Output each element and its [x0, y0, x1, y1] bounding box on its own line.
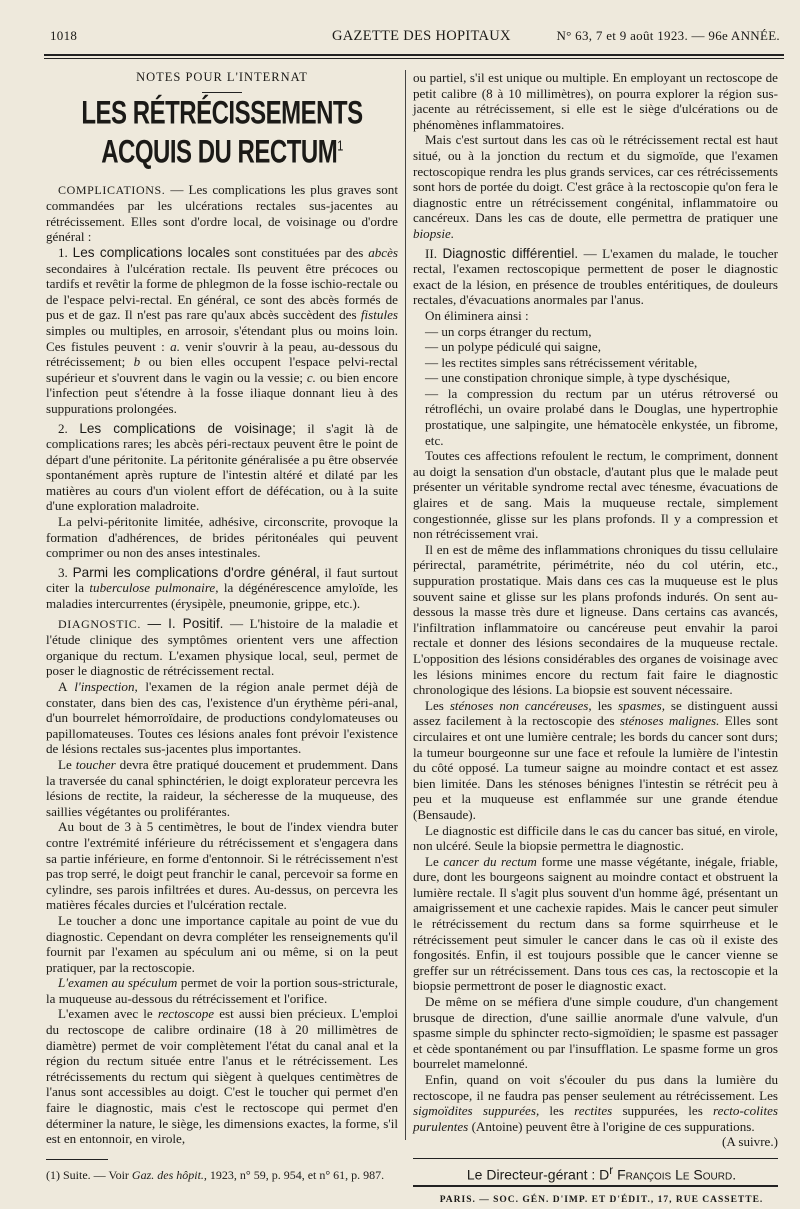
- sigmoide-paragraph: Mais c'est surtout dans les cas où le rétrécissement rectal est haut situé, ou à la jonction du rectum et du sigmoïde, que l'examen rectoscopique rendra les plus grands services, car ces rétrécissements sont hors de portée du doigt. C'est grâce à la rectoscopie qu'on fera le diagnostic entre un rétrécissement congénital, inflammatoire ou cancéreux. Dans les cas de doute, elle permettra de pratiquer une biopsie.: [413, 132, 778, 241]
- list-item: — la compression du rectum par un utérus rétroversé ou rétrofléchi, un ovaire prolabé dans le Douglas, une hypertrophie prostatique, une salpingite, une hématocèle enkystée, un fibrome, etc.: [425, 385, 778, 448]
- list-item: — un polype pédiculé qui saigne,: [425, 339, 601, 355]
- column-divider: [405, 70, 406, 1140]
- director-line: Le Directeur-gérant : $D^r$ François Le Sourd.: [466, 1163, 737, 1183]
- article-title: LES RÉTRÉCISSEMENTS ACQUIS DU RECTUM$^1$: [81, 94, 363, 171]
- elimination-list: [413, 324, 778, 449]
- list-item: — les rectites simples sans rétrécissement véritable,: [425, 354, 698, 370]
- section-rule: [202, 92, 242, 93]
- capitale-paragraph: Le toucher a donc une importance capitale au point de vue du diagnostic. Cependant on devra compléter les renseignements qu'il fournit par l'examen au spéculum ani ou même, si on la peut pratiquer, par la rectoscopie.: [46, 912, 398, 975]
- right-column: [413, 70, 778, 1209]
- cancer-rectum-paragraph: Le cancer du rectum forme une masse végétante, inégale, friable, dure, dont les bourgeons saignent au moindre contact et obstruent la lumière rectale. Il s'agit plus souvent d'un homme âgé, présentant un amaigrissement et une cachexie rapides. Mais le cancer peut simuler le rétrécissement du rectum dans sa forme squirrheuse et le rétrécissement peut simuler le cancer dans le cas où il existe des fongosités. Enfin, il est toujours possible que le cancer vienne se greffer sur un rétrécissement. Dans tous ces cas, la rectoscopie et la biopsie permettront de poser le diagnostic exact.: [413, 853, 778, 994]
- list-item: — une constipation chronique simple, à type dyschésique,: [425, 370, 731, 386]
- mefie-paragraph: De même on se méfiera d'une simple coudure, d'un changement brusque de direction, d'une saillie anormale d'une valvule, d'un spasme simple du sphincter recto-sigmoïdien; le spasme est passager et cède spontanément ou par l'insufflation. Le spasme forme un gros bourrelet mamelonné.: [413, 994, 778, 1072]
- list-item: — un corps étranger du rectum,: [425, 323, 592, 339]
- header-rule-thin: [44, 58, 784, 59]
- director-rule: [413, 1158, 778, 1159]
- pelvi-peritonite: La pelvi-péritonite limitée, adhésive, circonscrite, provoque la formation d'adhérences, de brides péritonéales qui peuvent comprimer ou non des anses intestinales.: [46, 514, 398, 561]
- printer-line: PARIS. — SOC. GÉN. D'IMP. ET D'ÉDIT., 17, RUE CASSETTE.: [439, 1195, 764, 1206]
- speculum-paragraph: L'examen au spéculum permet de voir la portion sous-stricturale, la muqueuse au-dessous du rétrécissement et l'orifice.: [46, 975, 398, 1006]
- footnote-rule: [46, 1159, 108, 1160]
- rectoscope-paragraph: L'examen avec le rectoscope est aussi bien précieux. L'emploi du rectoscope de calibre ordinaire (18 à 20 millimètres de diamètre) permet de voir complètement l'état du canal anal et la région du rectum située entre l'anus et le rétrécissement. Les rétrécissements du rectum qui siègent à quelques centimètres de l'anus sont accessibles au doigt. C'est le toucher qui permet d'en faire le diagnostic, mais c'est le rectoscope qui permet d'en déterminer la nature, le siège, les dimensions exactes, la forme, s'il est en entonnoir, en virole,: [46, 1006, 398, 1147]
- complications-voisinage: 2. Les complications de voisinage; il s'agit là de complications rares; les abcès péri-rectaux peuvent être le point de départ d'une péritonite. La péritonite généralisée a pu être observée spontanément après rupture de l'intestin altéré et dilaté par les matières au cours d'un violent effort de défécation, ou à la suite d'une exploration maladroite.: [46, 420, 398, 514]
- toucher-paragraph: Le toucher devra être pratiqué doucement et prudemment. Dans la traversée du canal sphinctérien, le doigt explorateur percevra les lésions de rectite, la raideur, la sécheresse de la muqueuse, des saillies végétantes ou proliférantes.: [46, 756, 398, 819]
- section-label: NOTES POUR L'INTERNAT: [136, 70, 308, 84]
- enfin-paragraph: Enfin, quand on voit s'écouler du pus dans la lumière du rectoscope, il ne faudra pas penser seulement au rétrécissement. Les sigmoïdites suppurées, les rectites suppurées, les recto-colites purulentes (Antoine) peuvent être à l'origine de ces suppurations.: [413, 1072, 778, 1134]
- cancer-bas-paragraph: Le diagnostic est difficile dans le cas du cancer bas situé, en virole, non ulcéré. Seule la biopsie permettra le diagnostic.: [413, 822, 778, 854]
- issue-info: N° 63, 7 et 9 août 1923. — 96e ANNÉE.: [556, 28, 780, 43]
- elimination-intro: On éliminera ainsi :: [425, 307, 529, 323]
- header-rule: [44, 54, 784, 56]
- left-column: [46, 70, 398, 1182]
- bout-paragraph: Au bout de 3 à 5 centimètres, le bout de l'index viendra buter contre l'extrémité inférieure du rétrécissement et s'engagera dans sa partie inférieure, en forme d'entonnoir. Si le rétrécissement n'est pas trop serré, le doigt peut franchir le canal, percevoir sa forme en cylindre, ses parois infiltrées et dures. Au-dessus, on percevra les matières fécales durcies et l'ulcération rectale.: [46, 819, 398, 913]
- inflammations-paragraph: Il en est de même des inflammations chroniques du tissu cellulaire périrectal, paramétrite, périmétrite, néo du col utérin, etc., suppuration prostatique. Mais dans ces cas la muqueuse est le plus souvent saine et glisse sur les plans profonds indurés. On sent au-dessous la masse très dure et ligneuse. Dans certains cas avancés, l'infiltration inflammatoire ou cancéreuse peut envahir la paroi rectale et donner des lésions secondaires de la muqueuse rectale. L'opposition des lésions considérables des organes de voisinage avec les lésions minimes encore du rectum fait faire le diagnostic chronologique des lésions. La biopsie est souvent nécessaire.: [413, 541, 778, 698]
- stenoses-paragraph: Les sténoses non cancéreuses, les spasmes, se distinguent aussi assez facilement à la rectoscopie des sténoses malignes. Elles sont circulaires et ont une lumière centrale; les bords du cancer sont durs; la tumeur bourgeonne sur une face et refoule la lumière de l'intestin du côté opposé. La tumeur saigne au moindre contact et est assez bien limitée. Dans les sténoses bénignes l'intestin se rétrécit peu à peu et la muqueuse est enflammée sur une grande étendue (Bensaude).: [413, 697, 778, 822]
- continuation-paragraph: ou partiel, s'il est unique ou multiple. En employant un rectoscope de petit calibre (8 à 10 millimètres), on pourra explorer la région sus-jacente au rétrécissement, si elle est le siège d'ulcérations ou de phénomènes inflammatoires.: [413, 70, 778, 132]
- journal-title: GAZETTE DES HOPITAUX: [332, 28, 511, 44]
- title-note-ref: 1: [337, 137, 343, 155]
- inspection-paragraph: A l'inspection, l'examen de la région anale permet déjà de constater, dans bien des cas, l'existence d'un érythème péri-anal, d'un bourrelet hémorroïdaire, de productions condylomateuses ou papillomateuses. Toutes ces lésions anales font prévoir l'existence de lésions rectales sus-jacentes plus importantes.: [46, 679, 398, 757]
- director-rule-thick: [413, 1185, 778, 1187]
- complications-intro: COMPLICATIONS. — Les complications les plus graves sont commandées par les ulcérations rectales sus-jacentes au rétrécissement. Elles sont d'ordre local, de voisinage ou d'ordre général :: [46, 181, 398, 245]
- diagnostic-differentiel: II. Diagnostic différentiel. — L'examen du malade, le toucher rectal, l'examen rectoscopique permettent de poser le diagnostic exact de la lésion, en présence de troubles entéritiques, de douleurs rectales, d'évacuations anormales par l'anus.: [413, 245, 778, 308]
- complications-generales: 3. Parmi les complications d'ordre général, il faut surtout citer la tuberculose pulmonaire, la dégénérescence amyloïde, les maladies intercurrentes (érysipèle, pneumonie, grippe, etc.).: [46, 564, 399, 612]
- toutes-paragraph: Toutes ces affections refoulent le rectum, le compriment, donnent au doigt la sensation d'un obstacle, d'autant plus que le malade peut présenter un véritable syndrome rectal avec ténesme, évacuations de glaires et de sang. Mais la muqueuse rectale, simplement congestionnée, glisse sur les plans profonds. Il y a compression et non rétrécissement vrai.: [413, 448, 778, 542]
- page-header: [50, 28, 780, 48]
- diagnostic-intro: DIAGNOSTIC. — I. Positif. — L'histoire de la maladie et l'étude clinique des symptômes orientent vers une affection organique du rectum. L'examen physique local, seul, permet de poser le diagnostic de rétrécissement rectal.: [46, 615, 399, 679]
- footnote: (1) Suite. — Voir Gaz. des hôpit., 1923, n° 59, p. 954, et n° 61, p. 987.: [46, 1167, 385, 1182]
- page-number: 1018: [50, 28, 78, 43]
- complications-locales: 1. Les complications locales sont constituées par des abcès secondaires à l'ulcération rectale. Ils peuvent être précoces ou tardifs et revêtir la forme de phlegmon de la fosse ischio-rectale ou de l'espace pelvi-rectal. En général, ce sont des abcès formés de pus et de gaz. Il n'est pas rare qu'aux abcès succèdent des fistules simples ou multiples, en arrosoir, s'étendant plus ou moins loin. Ces fistules peuvent : a. venir s'ouvrir à la peau, au-dessous du rétrécissement; b ou bien elles occupent l'espace pelvi-rectal supérieur et s'ouvrent dans le vagin ou la vessie; c. ou bien encore l'infection peut s'étendre à la fosse iliaque donnant lieu à des suppurations prolongées.: [46, 244, 399, 416]
- a-suivre: (A suivre.): [722, 1134, 778, 1150]
